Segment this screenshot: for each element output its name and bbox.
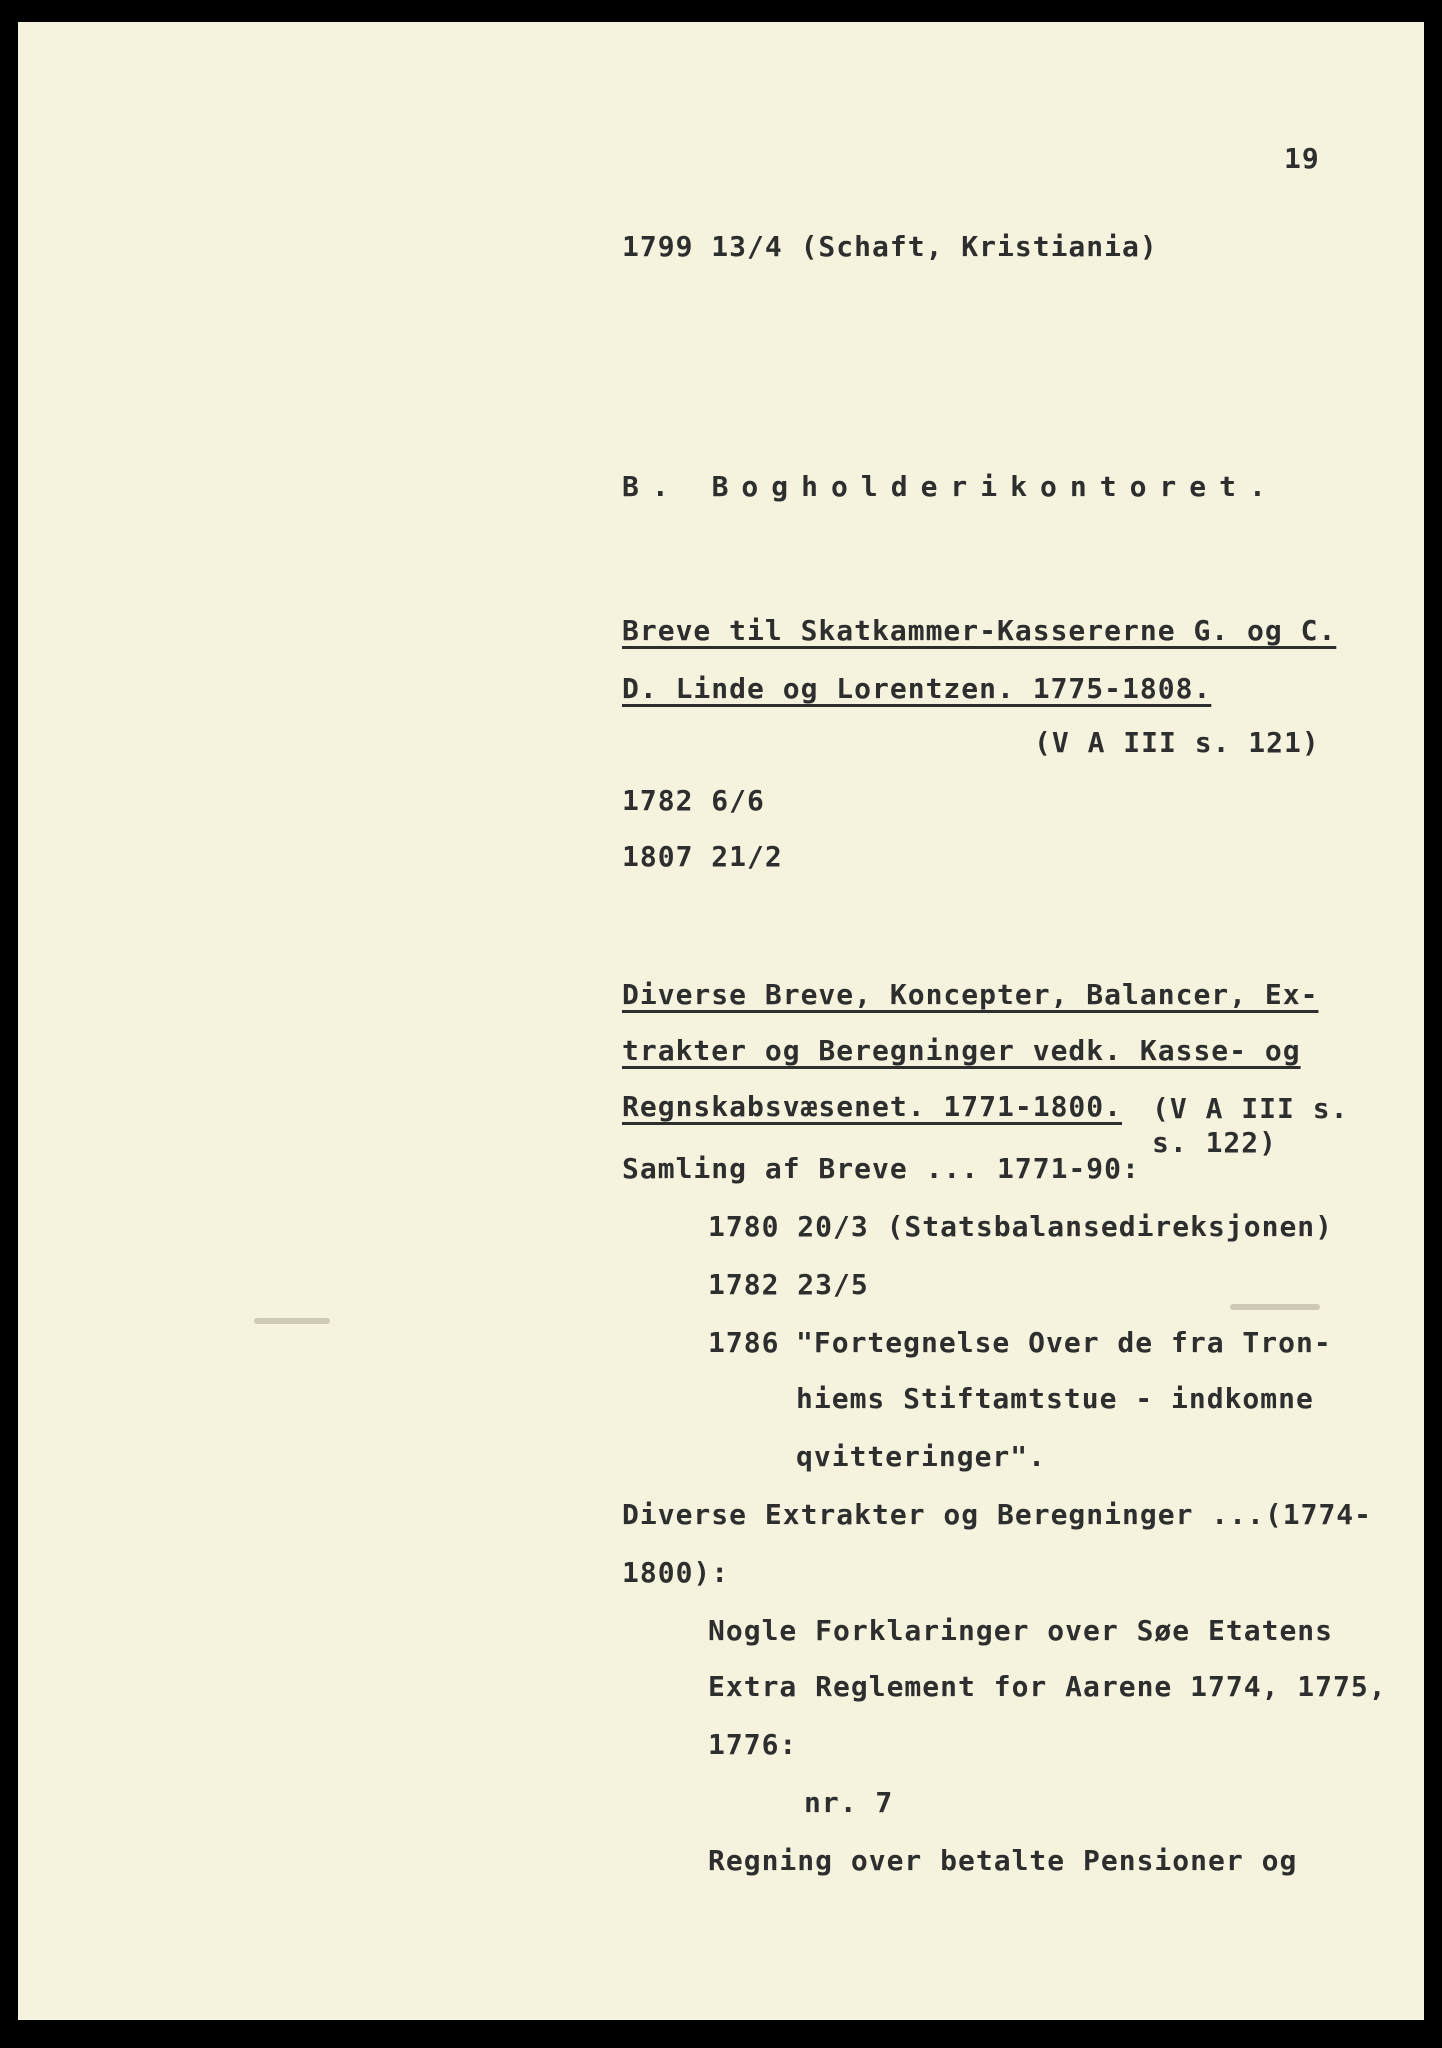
document-line: 1799 13/4 (Schaft, Kristiania) bbox=[622, 230, 1158, 263]
document-line: 1776: bbox=[708, 1728, 798, 1761]
record-title: trakter og Beregninger vedk. Kasse- og bbox=[622, 1034, 1301, 1067]
document-line: hiems Stiftamtstue - indkomne bbox=[796, 1382, 1314, 1415]
date-entry: 1780 20/3 (Statsbalansedireksjonen) bbox=[708, 1210, 1334, 1243]
record-title: Regnskabsvæsenet. 1771-1800. bbox=[622, 1090, 1123, 1123]
record-title: Breve til Skatkammer-Kassererne G. og C. bbox=[622, 614, 1337, 647]
archive-reference: s. 122) bbox=[1152, 1126, 1278, 1159]
document-line: "Fortegnelse Over de fra Tron- bbox=[796, 1326, 1332, 1359]
record-title: Diverse Breve, Koncepter, Balancer, Ex- bbox=[622, 978, 1319, 1011]
date-entry: 1782 6/6 bbox=[622, 784, 765, 817]
document-page bbox=[18, 22, 1424, 2020]
document-line: qvitteringer". bbox=[796, 1440, 1047, 1473]
section-heading: B. Bogholderikontoret. bbox=[622, 470, 1279, 503]
archive-reference: (V A III s. bbox=[1152, 1092, 1349, 1125]
document-line: Nogle Forklaringer over Søe Etatens bbox=[708, 1614, 1334, 1647]
paper-smudge bbox=[254, 1318, 330, 1324]
document-line: Regning over betalte Pensioner og bbox=[708, 1844, 1298, 1877]
page-number: 19 bbox=[1284, 142, 1320, 175]
date-entry: 1807 21/2 bbox=[622, 840, 783, 873]
document-line: Extra Reglement for Aarene 1774, 1775, bbox=[708, 1670, 1387, 1703]
paper-smudge bbox=[1230, 1304, 1320, 1310]
document-line: 1800): bbox=[622, 1556, 730, 1589]
date-entry: 1786 bbox=[708, 1326, 780, 1359]
document-line: nr. 7 bbox=[804, 1786, 894, 1819]
archive-reference: (V A III s. 121) bbox=[1034, 726, 1320, 759]
document-line: Diverse Extrakter og Beregninger ...(1774- bbox=[622, 1498, 1373, 1531]
date-entry: 1782 23/5 bbox=[708, 1268, 869, 1301]
document-line: Samling af Breve ... 1771-90: bbox=[622, 1152, 1140, 1185]
record-title: D. Linde og Lorentzen. 1775-1808. bbox=[622, 672, 1212, 705]
